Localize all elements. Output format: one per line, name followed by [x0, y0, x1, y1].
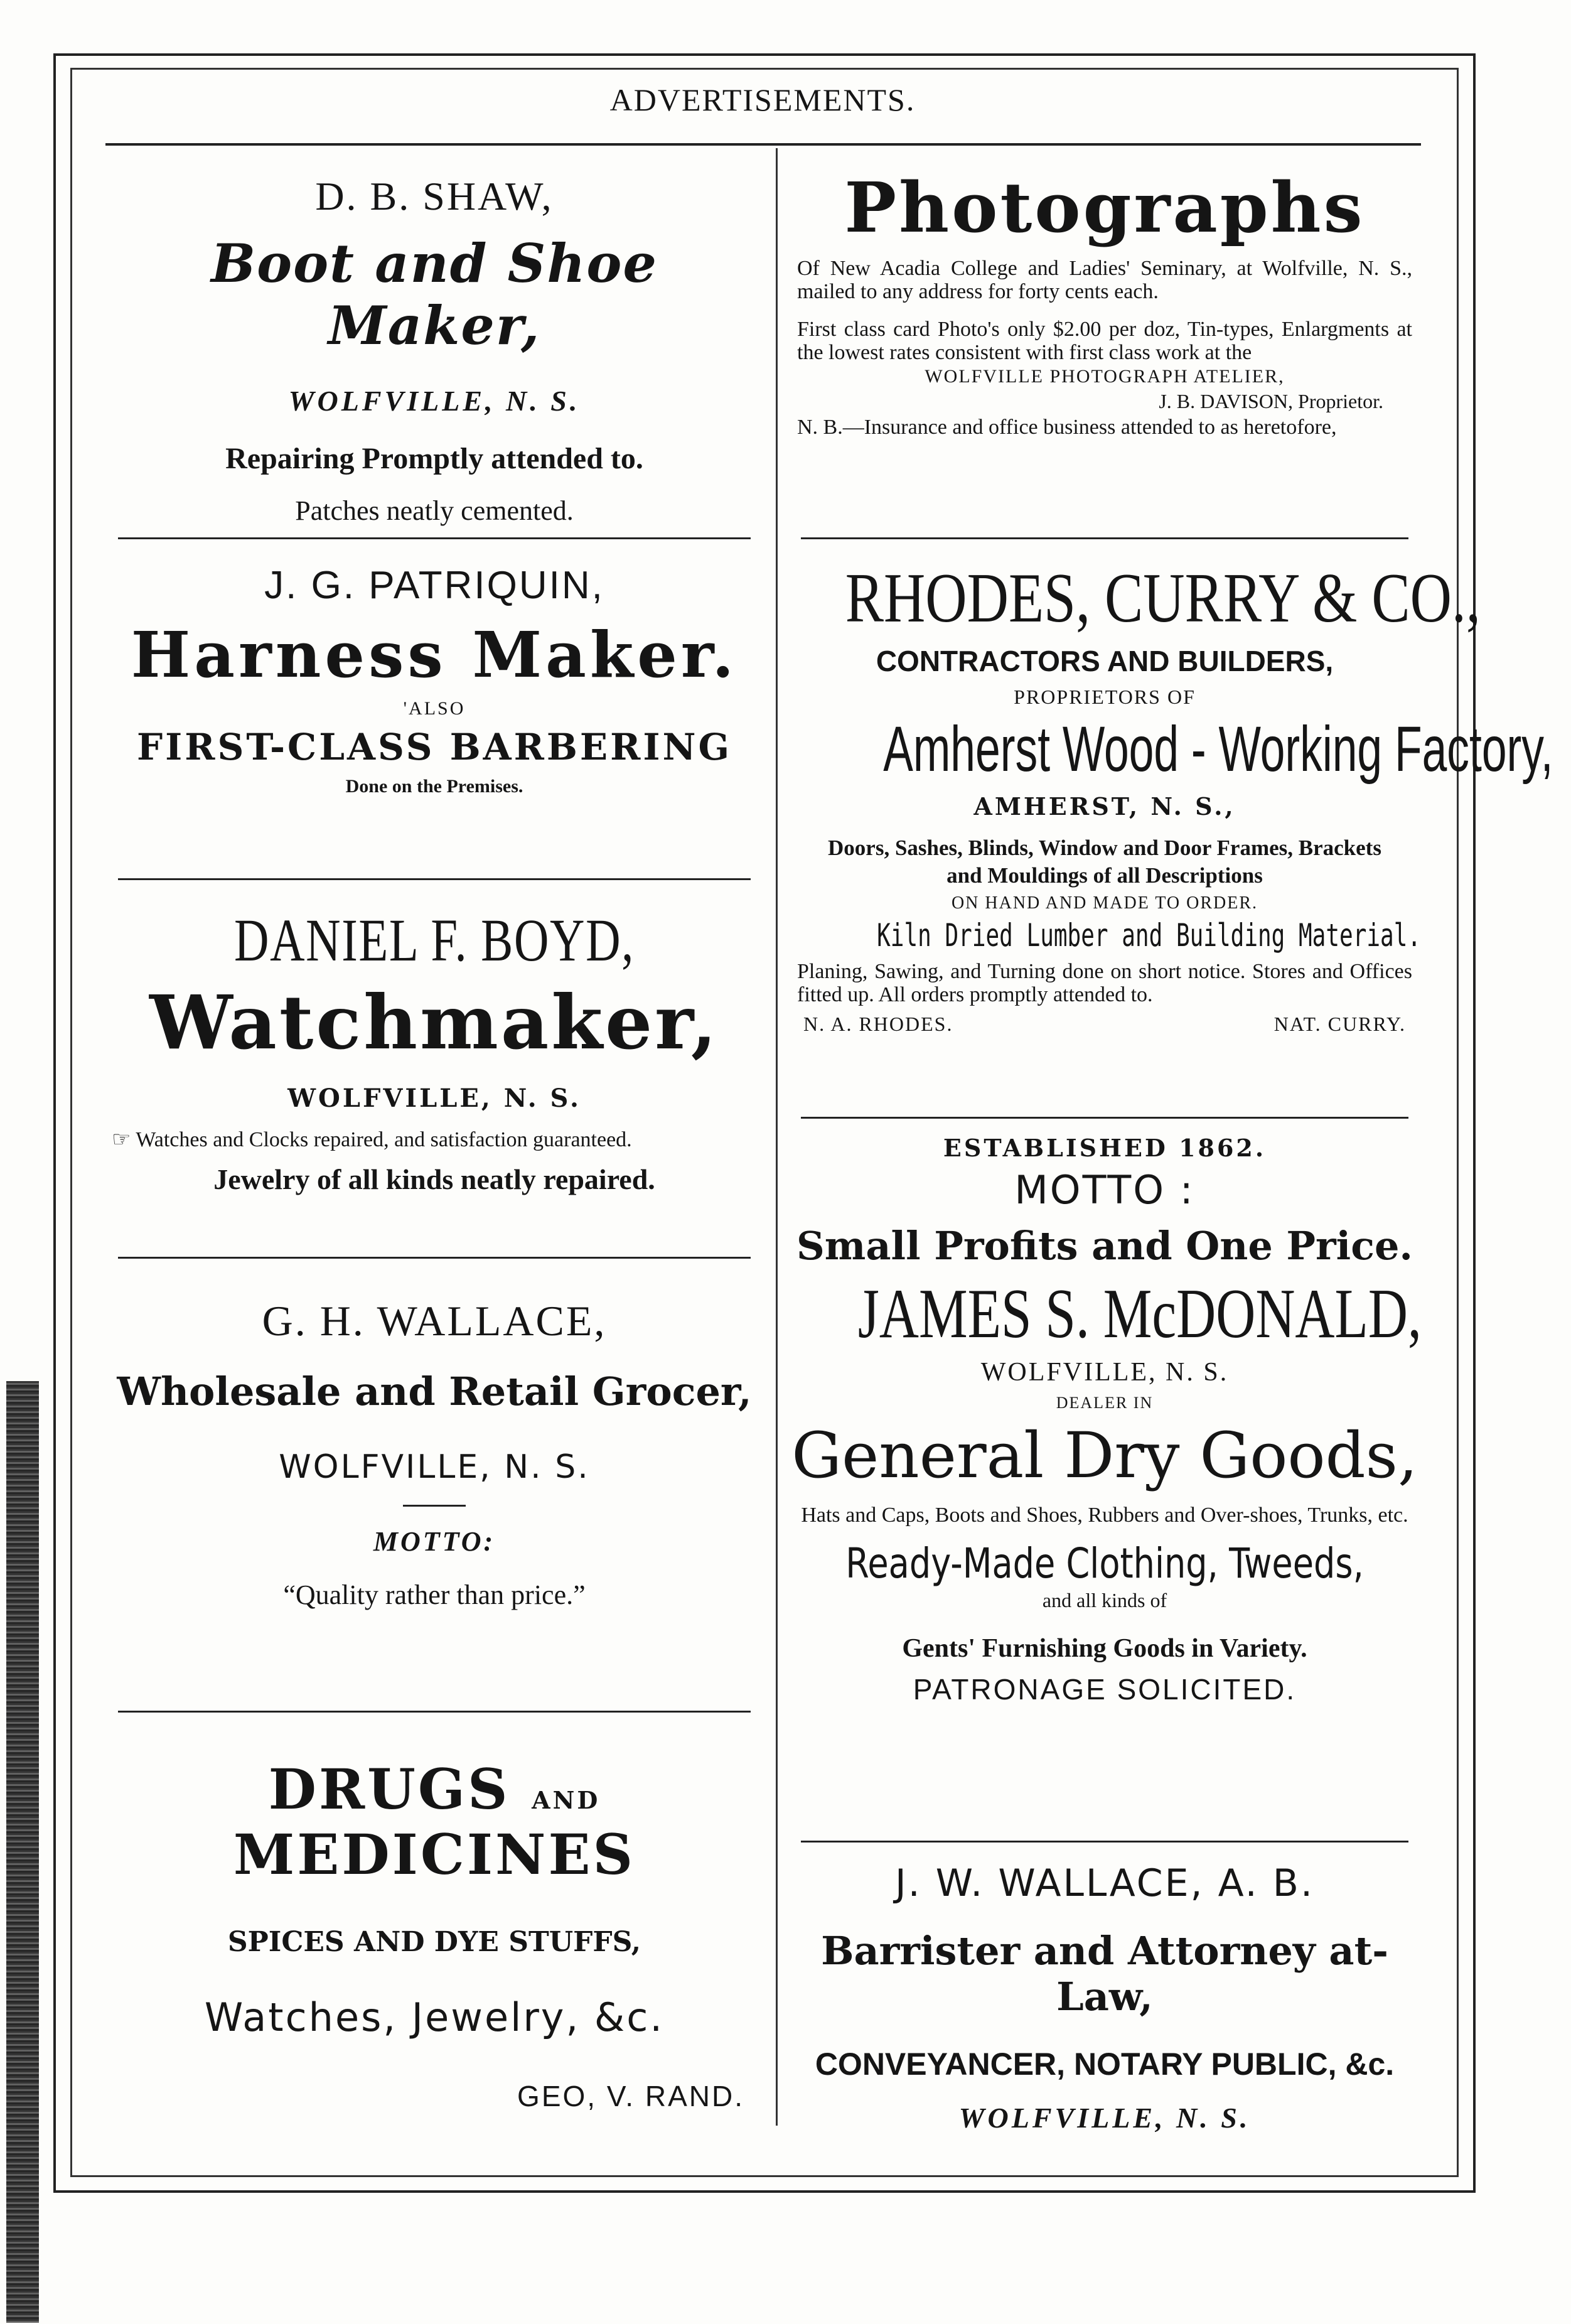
boyd-trade: Watchmaker,	[149, 979, 719, 1066]
mcdonald-motto: Small Profits and One Price.	[796, 1223, 1413, 1269]
left-column	[105, 148, 763, 2152]
shaw-name: D. B. SHAW,	[315, 174, 554, 218]
column-divider	[776, 148, 778, 2126]
photos-nb: N. B.—Insurance and office business attended to as heretofore,	[797, 415, 1337, 439]
rand-drugs-line	[105, 1756, 763, 1887]
rhodes-onhand: ON HAND AND MADE TO ORDER.	[951, 893, 1258, 913]
header-rule	[105, 143, 1421, 146]
photos-atelier: WOLFVILLE PHOTOGRAPH ATELIER,	[925, 365, 1285, 387]
rhodes-name: RHODES, CURRY & CO.,	[845, 559, 1481, 637]
jw-wallace-name: J. W. WALLACE, A. B.	[894, 1861, 1315, 1905]
mcdonald-dealer: DEALER IN	[1056, 1394, 1154, 1412]
jw-wallace-conveyancer: CONVEYANCER, NOTARY PUBLIC, &c.	[815, 2047, 1395, 2082]
ad-rand	[105, 1713, 763, 2152]
boyd-note	[105, 1128, 763, 1151]
mcdonald-patronage: PATRONAGE SOLICITED.	[913, 1673, 1297, 1706]
boyd-town: WOLFVILLE, N. S.	[287, 1084, 581, 1113]
patriquin-name: J. G. PATRIQUIN,	[264, 564, 604, 607]
gh-wallace-motto-label: MOTTO:	[373, 1526, 496, 1557]
rand-spices: SPICES AND DYE STUFFS,	[227, 1926, 641, 1958]
right-column	[788, 148, 1553, 2156]
patriquin-barber: FIRST-CLASS BARBERING	[137, 726, 732, 768]
jw-wallace-town: WOLFVILLE, N. S.	[958, 2102, 1251, 2134]
mcdonald-goods: General Dry Goods,	[791, 1419, 1418, 1492]
ad-gh-wallace	[105, 1259, 763, 1711]
mcdonald-name: JAMES S. McDONALD,	[857, 1275, 1422, 1353]
rand-and: AND	[532, 1786, 601, 1814]
ad-mcdonald	[788, 1119, 1421, 1841]
photos-proprietor: J. B. DAVISON, Proprietor.	[1159, 389, 1383, 412]
ad-patriquin	[105, 539, 763, 878]
page-header: ADVERTISEMENTS.	[609, 82, 916, 117]
rhodes-contractors: CONTRACTORS AND BUILDERS,	[876, 645, 1334, 677]
mcdonald-gents: Gents' Furnishing Goods in Variety.	[902, 1634, 1307, 1664]
shaw-town: WOLFVILLE, N. S.	[288, 385, 581, 417]
short-rule	[403, 1505, 466, 1507]
shaw-line2: Patches neatly cemented.	[295, 495, 574, 526]
boyd-jewelry: Jewelry of all kinds neatly repaired.	[213, 1163, 655, 1196]
rhodes-items: Doors, Sashes, Blinds, Window and Door Frames, Brackets and Mouldings of all Descriptions	[828, 836, 1381, 888]
ad-jw-wallace	[788, 1843, 1421, 2156]
gh-wallace-motto: “Quality rather than price.”	[283, 1579, 586, 1610]
patriquin-premises: Done on the Premises.	[345, 776, 523, 797]
pointing-hand-icon: ☞	[112, 1128, 136, 1151]
photos-title: Photographs	[844, 167, 1365, 248]
rand-watches: Watches, Jewelry, &c.	[204, 1994, 665, 2040]
mcdonald-est: ESTABLISHED 1862.	[943, 1134, 1267, 1162]
rand-medicines: MEDICINES	[233, 1822, 636, 1887]
mcdonald-allkinds: and all kinds of	[1042, 1589, 1167, 1612]
photos-p2: First class card Photo's only $2.00 per doz, Tin-types, Enlargments at the lowest rates consistent with first class work at the	[797, 317, 1412, 365]
shaw-line1: Repairing Promptly attended to.	[225, 442, 643, 475]
gh-wallace-trade: Wholesale and Retail Grocer,	[117, 1369, 752, 1414]
patriquin-trade: Harness Maker.	[131, 618, 738, 692]
rhodes-town: AMHERST, N. S.,	[973, 792, 1236, 820]
gh-wallace-town: WOLFVILLE, N. S.	[279, 1448, 590, 1486]
shaw-trade: Boot and Shoe Maker,	[211, 232, 658, 357]
gh-wallace-name: G. H. WALLACE,	[262, 1297, 607, 1345]
rand-name: GEO, V. RAND.	[517, 2080, 744, 2112]
ad-rhodes	[788, 539, 1553, 1117]
rhodes-proprietors: PROPRIETORS OF	[1014, 686, 1196, 708]
rhodes-signatures	[788, 1013, 1421, 1036]
rand-drugs: DRUGS	[268, 1756, 510, 1822]
photos-p1: Of New Acadia College and Ladies' Seminary, at Wolfville, N. S., mailed to any address for forty cents each.	[797, 257, 1412, 304]
ad-boyd	[105, 880, 763, 1257]
mcdonald-motto-label: MOTTO :	[1014, 1167, 1195, 1213]
ad-shaw	[105, 148, 763, 537]
ad-photographs	[788, 148, 1421, 537]
rhodes-sig-right: NAT. CURRY.	[1273, 1013, 1406, 1036]
jw-wallace-trade: Barrister and Attorney at-Law,	[821, 1928, 1388, 2020]
mcdonald-town: WOLFVILLE, N. S.	[980, 1358, 1229, 1387]
boyd-note-text: Watches and Clocks repaired, and satisfaction guaranteed.	[136, 1128, 632, 1151]
scan-edge-stain	[6, 1381, 39, 2323]
patriquin-also: 'ALSO	[403, 698, 466, 719]
rhodes-sig-left: N. A. RHODES.	[803, 1013, 953, 1036]
boyd-name: DANIEL F. BOYD,	[234, 906, 635, 974]
rhodes-planing: Planing, Sawing, and Turning done on short notice. Stores and Offices fitted up. All orders promptly attended to.	[797, 959, 1412, 1006]
mcdonald-hats: Hats and Caps, Boots and Shoes, Rubbers and Over-shoes, Trunks, etc.	[801, 1504, 1408, 1527]
rhodes-factory: Amherst Wood - Working Factory,	[883, 713, 1553, 785]
mcdonald-ready: Ready-Made Clothing, Tweeds,	[845, 1539, 1364, 1588]
rhodes-kiln: Kiln Dried Lumber and Building Material.	[877, 917, 1422, 954]
